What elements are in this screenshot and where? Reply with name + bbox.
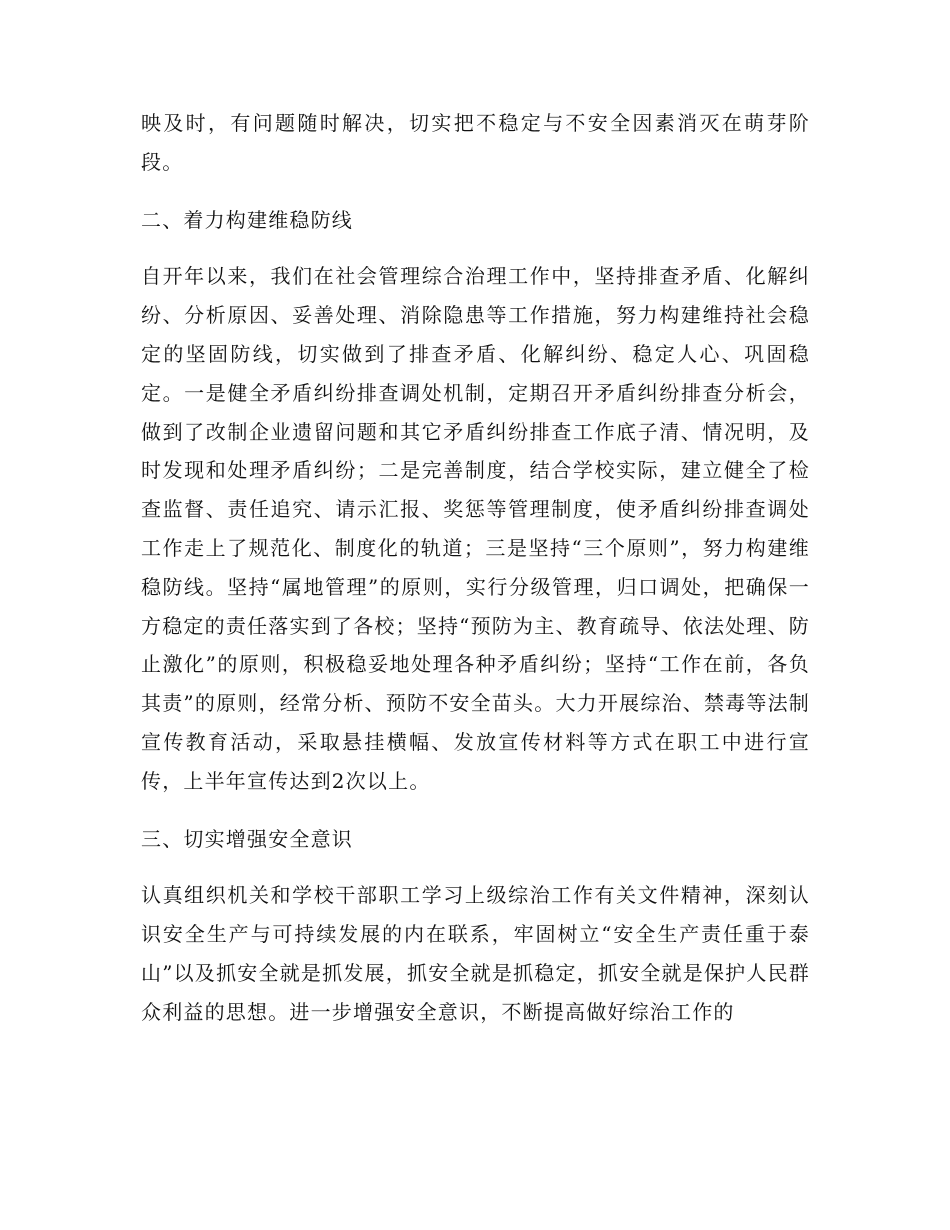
document-page: [141, 104, 810, 1032]
paragraph-section-2: 自开年以来，我们在社会管理综合治理工作中，坚持排查矛盾、化解纠纷、分析原因、妥善处理、消除隐患等工作措施，努力构建维持社会稳定的坚固防线，切实做到了排查矛盾、化解纠纷、稳定人心、巩固稳定。一是健全矛盾纠纷排查调处机制，定期召开矛盾纠纷排查分析会，做到了改制企业遗留问题和其它矛盾纠纷排查工作底子清、情况明，及时发现和处理矛盾纠纷；二是完善制度，结合学校实际，建立健全了检查监督、责任追究、请示汇报、奖惩等管理制度，使矛盾纠纷排查调处工作走上了规范化、制度化的轨道；三是坚持“三个原则”，努力构建维稳防线。坚持“属地管理”的原则，实行分级管理，归口调处，把确保一方稳定的责任落实到了各校；坚持“预防为主、教育疏导、依法处理、防止激化”的原则，积极稳妥地处理各种矛盾纠纷；坚持“工作在前，各负其责”的原则，经常分析、预防不安全苗头。大力开展综治、禁毒等法制宣传教育活动，采取悬挂横幅、发放宣传材料等方式在职工中进行宣传，上半年宣传达到2次以上。: [141, 264, 810, 793]
section-heading-3: 三、切实增强安全意识: [141, 826, 353, 851]
section-heading-2: 二、着力构建维稳防线: [141, 207, 353, 232]
paragraph-section-3: 认真组织机关和学校干部职工学习上级综治工作有关文件精神，深刻认识安全生产与可持续发展的内在联系，牢固树立“安全生产责任重于泰山”以及抓安全就是抓发展，抓安全就是抓稳定，抓安全就是保护人民群众利益的思想。进一步增强安全意识，不断提高做好综治工作的: [141, 883, 810, 1024]
paragraph-continuation: 映及时，有问题随时解决，切实把不稳定与不安全因素消灭在萌芽阶段。: [141, 111, 810, 174]
